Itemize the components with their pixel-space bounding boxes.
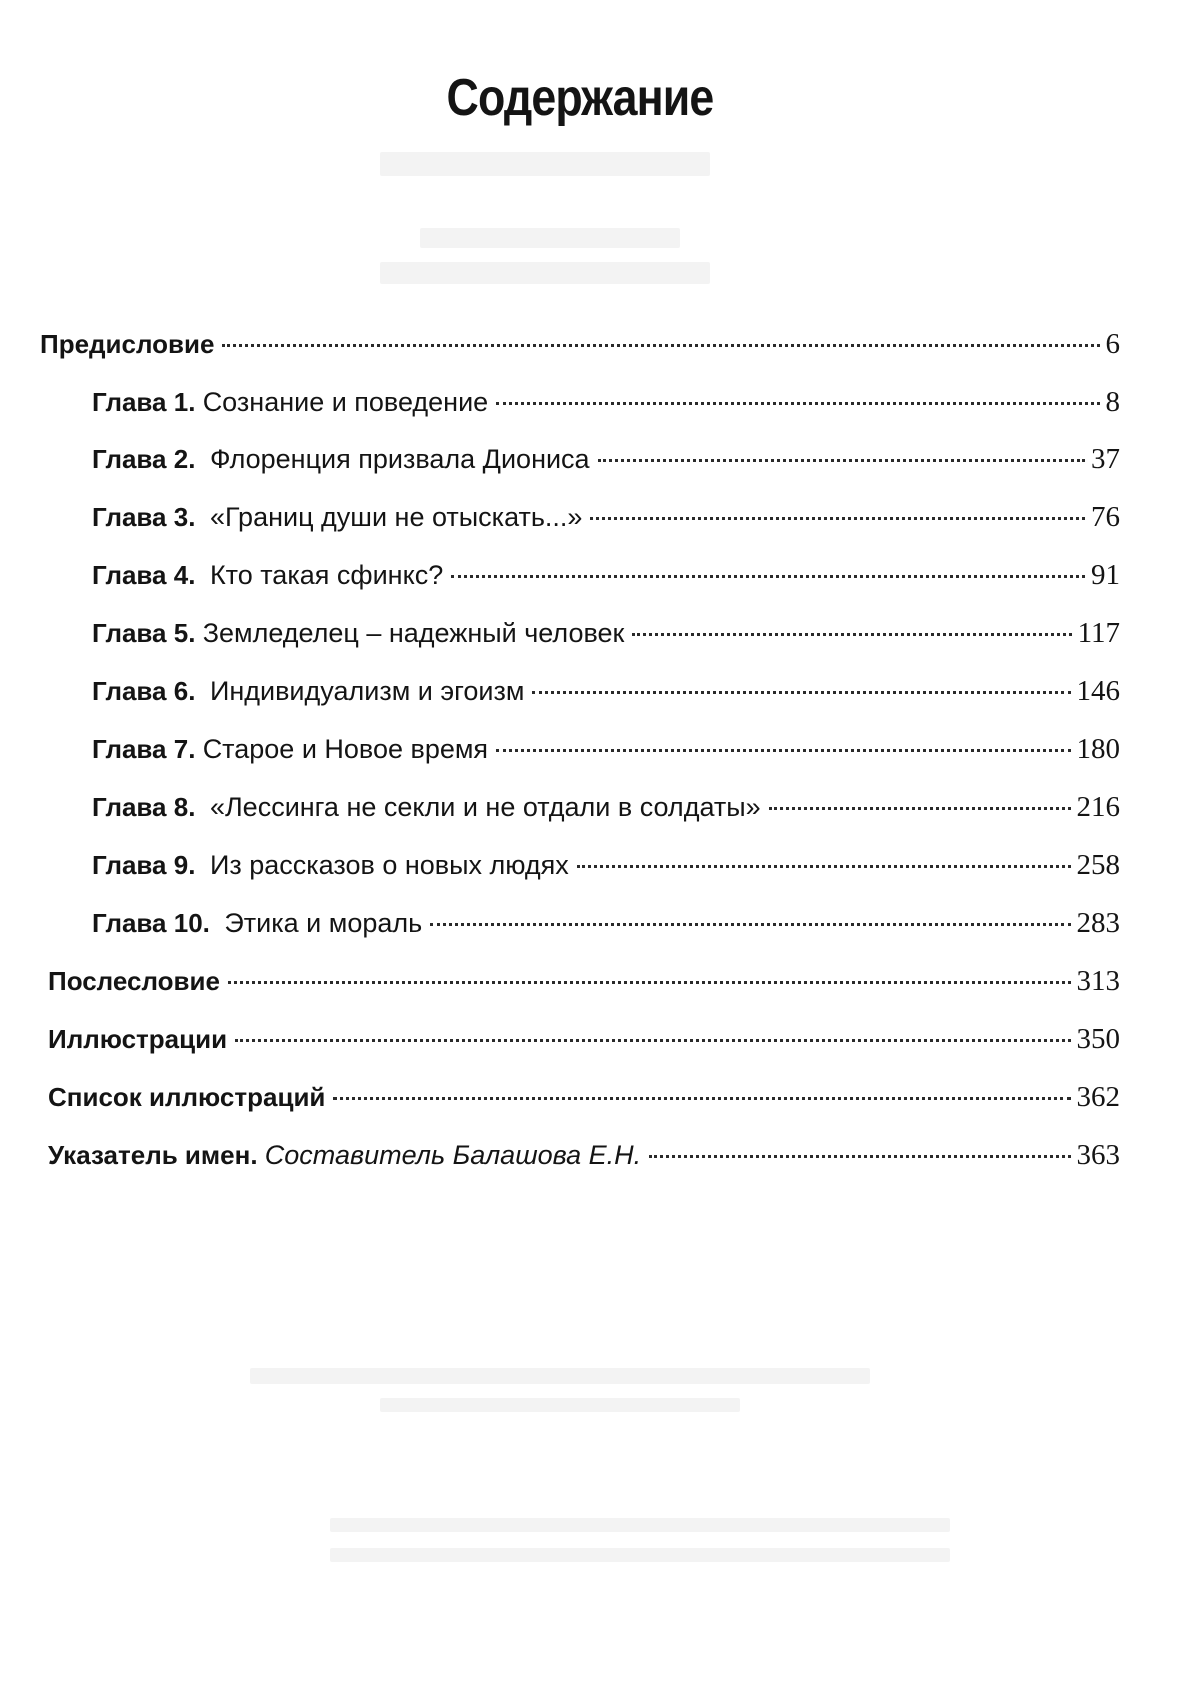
toc-entry-label	[48, 1138, 641, 1172]
entry-prefix: Глава 4.	[92, 560, 196, 590]
entry-prefix: Глава 3.	[92, 502, 196, 532]
bleed-mark	[380, 262, 710, 284]
toc-entry-label	[48, 1022, 227, 1056]
toc-entry-label	[92, 558, 443, 592]
toc-entry-label	[92, 385, 488, 419]
entry-prefix: Глава 6.	[92, 676, 196, 706]
page-number: 180	[1076, 733, 1120, 765]
dot-leader	[598, 459, 1085, 462]
dot-leader	[430, 923, 1070, 926]
dot-leader	[632, 633, 1071, 636]
page-number: 37	[1091, 443, 1120, 475]
toc-entry-label	[48, 1080, 325, 1114]
entry-title: Из рассказов о новых людях	[209, 850, 569, 880]
toc-entry-illustrations[interactable]	[48, 1022, 1120, 1056]
toc-entry-label	[92, 790, 761, 824]
entry-prefix: Глава 7.	[92, 734, 196, 764]
entry-title: Сознание и поведение	[202, 387, 489, 417]
toc-entry-list-of-illustrations[interactable]	[48, 1080, 1120, 1114]
dot-leader	[577, 865, 1071, 868]
toc-entry-chapter-1[interactable]	[92, 385, 1120, 419]
entry-prefix: Глава 5.	[92, 618, 196, 648]
entry-prefix: Глава 8.	[92, 792, 196, 822]
entry-prefix: Список иллюстраций	[48, 1082, 326, 1112]
dot-leader	[649, 1155, 1070, 1158]
toc-entry-chapter-5[interactable]	[92, 616, 1120, 650]
toc-entry-chapter-9[interactable]	[92, 848, 1120, 882]
page-title: Содержание	[446, 69, 714, 127]
dot-leader	[235, 1039, 1070, 1042]
page-number: 283	[1076, 907, 1120, 939]
page-number: 76	[1091, 501, 1120, 533]
page-number: 91	[1091, 559, 1120, 591]
bleed-mark	[250, 1368, 870, 1384]
page-number: 216	[1076, 791, 1120, 823]
entry-title: Этика и мораль	[224, 908, 423, 938]
dot-leader	[769, 807, 1071, 810]
toc-entry-chapter-2[interactable]	[92, 442, 1120, 476]
dot-leader	[590, 517, 1085, 520]
toc-entry-label	[92, 442, 590, 476]
bleed-mark	[330, 1548, 950, 1562]
bleed-mark	[420, 228, 680, 248]
entry-title: «Лессинга не секли и не отдали в солдаты»	[209, 792, 761, 822]
toc-entry-label	[92, 500, 582, 534]
page-number: 6	[1105, 328, 1120, 360]
entry-prefix: Глава 1.	[92, 387, 196, 417]
toc-entry-chapter-8[interactable]	[92, 790, 1120, 824]
toc-entry-name-index[interactable]	[48, 1138, 1120, 1172]
entry-prefix: Иллюстрации	[48, 1024, 228, 1054]
entry-prefix: Указатель имен.	[48, 1140, 258, 1170]
page-number: 350	[1076, 1023, 1120, 1055]
page-number: 258	[1076, 849, 1120, 881]
entry-title: Земледелец – надежный человек	[202, 618, 625, 648]
page-number: 8	[1105, 386, 1120, 418]
dot-leader	[496, 402, 1099, 405]
entry-prefix: Послесловие	[48, 966, 220, 996]
entry-title: Старое и Новое время	[202, 734, 489, 764]
toc-entry-label	[92, 616, 624, 650]
entry-compiler: Составитель Балашова Е.Н.	[264, 1140, 642, 1170]
entry-title: Флоренция призвала Диониса	[209, 444, 590, 474]
page-number: 313	[1076, 965, 1120, 997]
dot-leader	[496, 749, 1070, 752]
toc-entry-label	[92, 848, 569, 882]
page-number: 362	[1076, 1081, 1120, 1113]
toc-entry-label	[48, 964, 220, 998]
toc-entry-label	[92, 674, 524, 708]
dot-leader	[228, 981, 1071, 984]
dot-leader	[333, 1097, 1070, 1100]
toc-entry-preface[interactable]	[40, 327, 1120, 361]
entry-prefix: Глава 2.	[92, 444, 196, 474]
bleed-mark	[380, 1398, 740, 1412]
toc-entry-label	[92, 732, 488, 766]
toc-entry-chapter-3[interactable]	[92, 500, 1120, 534]
page-number: 146	[1076, 675, 1120, 707]
toc-entry-chapter-4[interactable]	[92, 558, 1120, 592]
toc-entry-chapter-10[interactable]	[92, 906, 1120, 940]
dot-leader	[532, 691, 1070, 694]
toc-entry-chapter-7[interactable]	[92, 732, 1120, 766]
page-number: 363	[1076, 1139, 1120, 1171]
toc-entry-chapter-6[interactable]	[92, 674, 1120, 708]
bleed-mark	[330, 1518, 950, 1532]
entry-title: «Границ души не отыскать...»	[209, 502, 583, 532]
entry-prefix: Глава 10.	[92, 908, 210, 938]
toc-entry-afterword[interactable]	[48, 964, 1120, 998]
dot-leader	[222, 344, 1099, 347]
entry-title: Кто такая сфинкс?	[209, 560, 444, 590]
toc-entry-label	[92, 906, 422, 940]
entry-prefix: Предисловие	[40, 329, 215, 359]
entry-prefix: Глава 9.	[92, 850, 196, 880]
entry-title: Индивидуализм и эгоизм	[209, 676, 525, 706]
dot-leader	[451, 575, 1085, 578]
bleed-mark	[380, 152, 710, 176]
toc-entry-label	[40, 327, 214, 361]
page-number: 117	[1077, 617, 1120, 649]
